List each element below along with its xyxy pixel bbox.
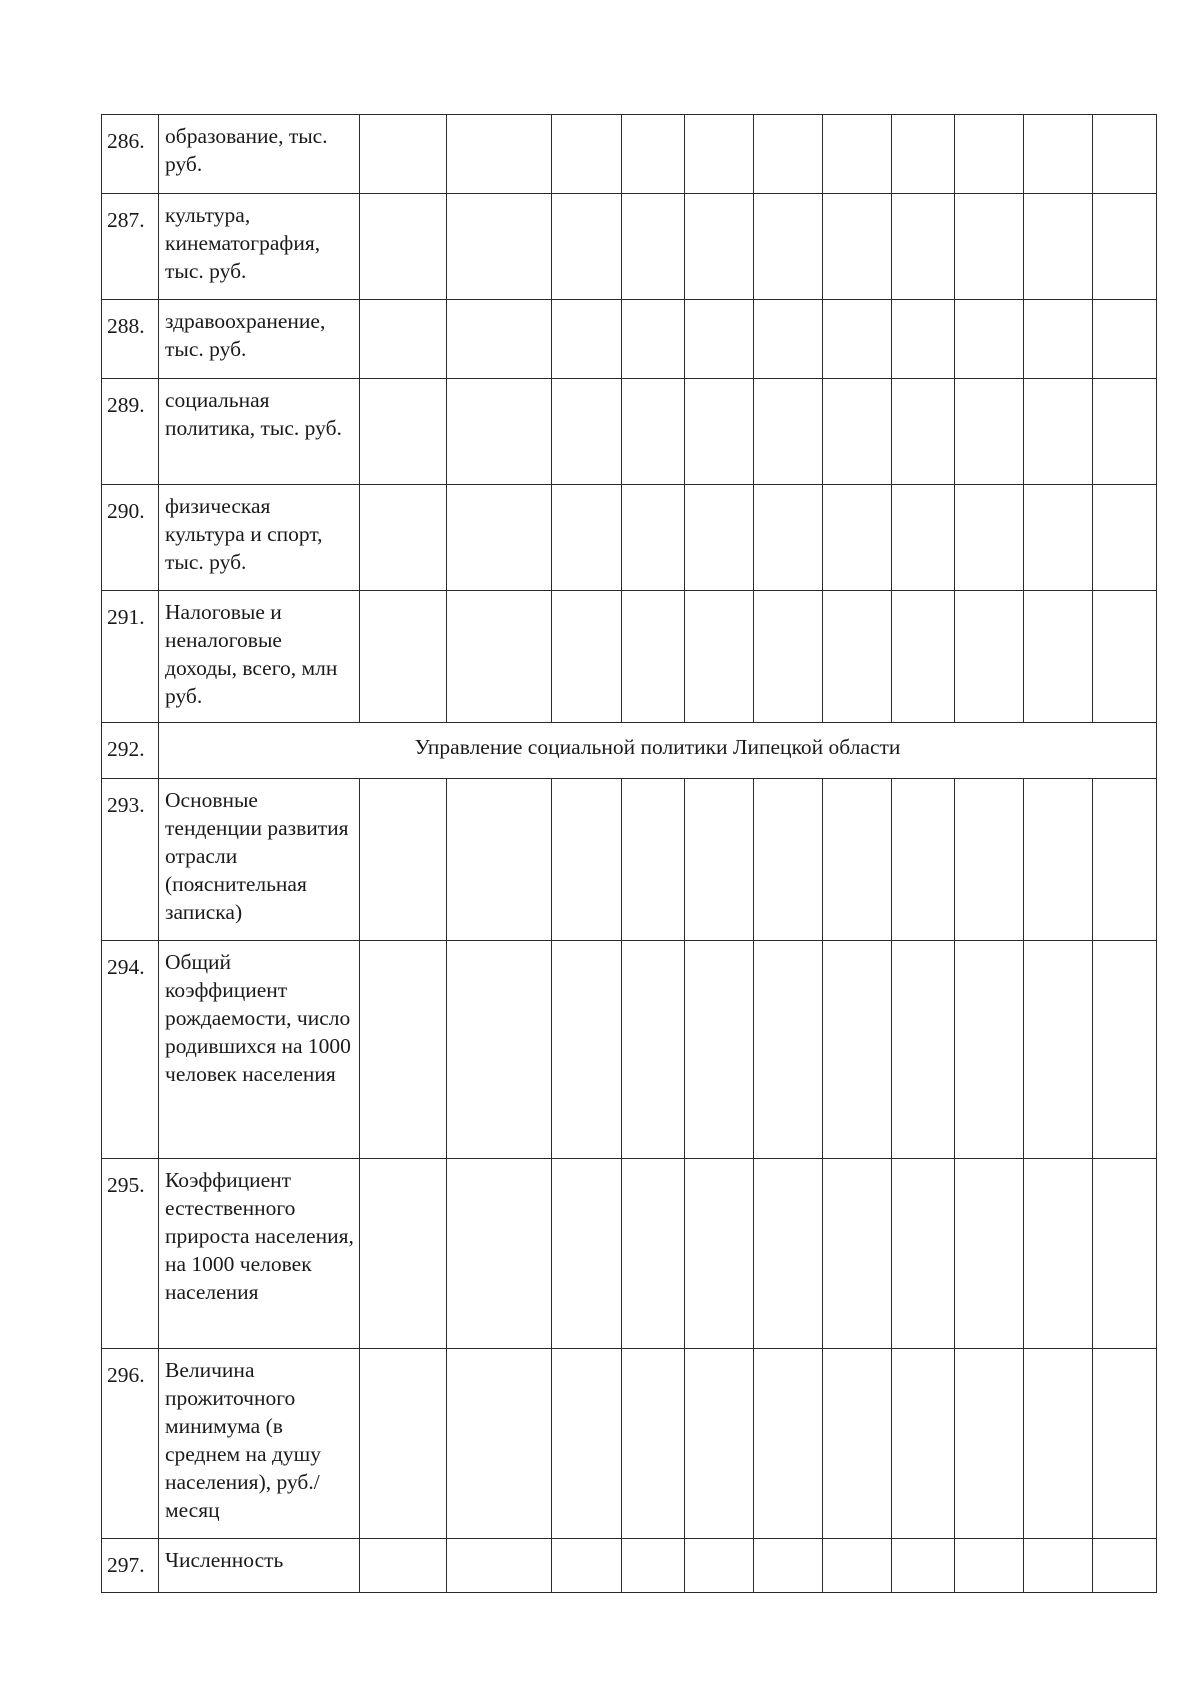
empty-cell (447, 379, 552, 485)
row-number: 295. (102, 1159, 159, 1349)
empty-cell (1093, 379, 1157, 485)
empty-cell (622, 115, 685, 194)
empty-cell (823, 1159, 892, 1349)
empty-cell (360, 779, 447, 941)
row-label (159, 779, 360, 941)
empty-cell (622, 379, 685, 485)
empty-cell (955, 1159, 1024, 1349)
empty-cell (622, 1159, 685, 1349)
empty-cell (892, 485, 955, 591)
empty-cell (552, 779, 622, 941)
empty-cell (1024, 1539, 1093, 1593)
empty-cell (1093, 591, 1157, 723)
empty-cell (823, 1349, 892, 1539)
empty-cell (552, 300, 622, 379)
empty-cell (685, 194, 754, 300)
empty-cell (892, 194, 955, 300)
empty-cell (360, 1349, 447, 1539)
empty-cell (754, 941, 823, 1159)
empty-cell (622, 300, 685, 379)
row-number: 297. (102, 1539, 159, 1593)
empty-cell (1093, 779, 1157, 941)
empty-cell (892, 779, 955, 941)
empty-cell (892, 300, 955, 379)
row-number: 286. (102, 115, 159, 194)
empty-cell (955, 1539, 1024, 1593)
empty-cell (447, 194, 552, 300)
row-label-text: социальная политика, тыс. руб. (165, 388, 342, 440)
row-label (159, 941, 360, 1159)
empty-cell (823, 591, 892, 723)
row-label-text: Численность (165, 1548, 284, 1572)
empty-cell (892, 1159, 955, 1349)
row-number: 292. (102, 723, 159, 779)
row-label-text: здравоохранение, тыс. руб. (165, 309, 326, 361)
empty-cell (1024, 941, 1093, 1159)
table-row (102, 1539, 1157, 1593)
empty-cell (1024, 1349, 1093, 1539)
empty-cell (622, 941, 685, 1159)
empty-cell (685, 300, 754, 379)
empty-cell (552, 1539, 622, 1593)
empty-cell (1093, 1539, 1157, 1593)
table-row (102, 1349, 1157, 1539)
row-number: 288. (102, 300, 159, 379)
row-label (159, 1159, 360, 1349)
empty-cell (685, 591, 754, 723)
empty-cell (447, 485, 552, 591)
empty-cell (552, 1349, 622, 1539)
empty-cell (1093, 300, 1157, 379)
empty-cell (552, 941, 622, 1159)
row-number: 287. (102, 194, 159, 300)
table-row (102, 591, 1157, 723)
row-label (159, 591, 360, 723)
row-label-text: образование, тыс. руб. (165, 124, 328, 176)
empty-cell (360, 485, 447, 591)
row-label (159, 1539, 360, 1593)
empty-cell (1024, 485, 1093, 591)
row-label-text: Основные тенденции развития отрасли (пояснительная записка) (165, 788, 349, 924)
empty-cell (1024, 591, 1093, 723)
empty-cell (685, 485, 754, 591)
empty-cell (1093, 485, 1157, 591)
table-row (102, 194, 1157, 300)
empty-cell (955, 300, 1024, 379)
empty-cell (622, 591, 685, 723)
empty-cell (360, 1539, 447, 1593)
empty-cell (1024, 779, 1093, 941)
row-number: 296. (102, 1349, 159, 1539)
empty-cell (552, 194, 622, 300)
empty-cell (955, 941, 1024, 1159)
row-label-text: культура, кинематография, тыс. руб. (165, 203, 321, 283)
empty-cell (892, 1539, 955, 1593)
row-number: 291. (102, 591, 159, 723)
empty-cell (823, 115, 892, 194)
empty-cell (1024, 1159, 1093, 1349)
empty-cell (754, 194, 823, 300)
empty-cell (685, 1159, 754, 1349)
empty-cell (955, 485, 1024, 591)
empty-cell (685, 779, 754, 941)
empty-cell (1093, 115, 1157, 194)
empty-cell (685, 379, 754, 485)
empty-cell (552, 379, 622, 485)
empty-cell (754, 591, 823, 723)
row-label (159, 1349, 360, 1539)
row-number: 289. (102, 379, 159, 485)
empty-cell (622, 1539, 685, 1593)
row-number: 294. (102, 941, 159, 1159)
empty-cell (955, 115, 1024, 194)
row-label (159, 115, 360, 194)
empty-cell (823, 941, 892, 1159)
empty-cell (823, 1539, 892, 1593)
row-label-text: Величина прожиточного минимума (в среднем на душу населения), руб./месяц (165, 1358, 321, 1522)
empty-cell (447, 300, 552, 379)
table-row (102, 300, 1157, 379)
empty-cell (892, 591, 955, 723)
empty-cell (754, 300, 823, 379)
empty-cell (685, 1349, 754, 1539)
empty-cell (754, 115, 823, 194)
empty-cell (955, 591, 1024, 723)
empty-cell (360, 941, 447, 1159)
empty-cell (955, 379, 1024, 485)
empty-cell (955, 194, 1024, 300)
empty-cell (622, 194, 685, 300)
row-label-text: физическая культура и спорт, тыс. руб. (165, 494, 323, 574)
row-label (159, 485, 360, 591)
empty-cell (892, 115, 955, 194)
row-label-text: Коэффициент естественного прироста населения, на 1000 человек населения (165, 1168, 354, 1304)
empty-cell (892, 1349, 955, 1539)
empty-cell (1093, 1159, 1157, 1349)
empty-cell (754, 379, 823, 485)
empty-cell (685, 1539, 754, 1593)
empty-cell (447, 941, 552, 1159)
empty-cell (754, 779, 823, 941)
empty-cell (892, 941, 955, 1159)
row-number: 290. (102, 485, 159, 591)
empty-cell (754, 1539, 823, 1593)
empty-cell (360, 1159, 447, 1349)
section-row (102, 723, 1157, 779)
empty-cell (552, 115, 622, 194)
empty-cell (823, 779, 892, 941)
empty-cell (1024, 300, 1093, 379)
empty-cell (360, 115, 447, 194)
empty-cell (1024, 379, 1093, 485)
row-label (159, 300, 360, 379)
table-row (102, 379, 1157, 485)
row-number: 293. (102, 779, 159, 941)
empty-cell (685, 115, 754, 194)
table-row (102, 115, 1157, 194)
table-row (102, 941, 1157, 1159)
empty-cell (754, 1159, 823, 1349)
row-label (159, 194, 360, 300)
empty-cell (823, 485, 892, 591)
empty-cell (360, 379, 447, 485)
empty-cell (823, 300, 892, 379)
empty-cell (447, 591, 552, 723)
empty-cell (823, 379, 892, 485)
empty-cell (360, 300, 447, 379)
empty-cell (447, 1349, 552, 1539)
empty-cell (685, 941, 754, 1159)
row-label-text: Налоговые и неналоговые доходы, всего, млн руб. (165, 600, 338, 708)
empty-cell (447, 1539, 552, 1593)
empty-cell (360, 194, 447, 300)
table-row (102, 485, 1157, 591)
table-row (102, 1159, 1157, 1349)
empty-cell (360, 591, 447, 723)
row-label (159, 379, 360, 485)
empty-cell (1024, 115, 1093, 194)
empty-cell (622, 779, 685, 941)
empty-cell (955, 779, 1024, 941)
empty-cell (447, 115, 552, 194)
empty-cell (955, 1349, 1024, 1539)
empty-cell (447, 779, 552, 941)
empty-cell (552, 591, 622, 723)
empty-cell (754, 485, 823, 591)
empty-cell (552, 485, 622, 591)
empty-cell (1093, 1349, 1157, 1539)
empty-cell (1024, 194, 1093, 300)
empty-cell (447, 1159, 552, 1349)
empty-cell (823, 194, 892, 300)
empty-cell (622, 1349, 685, 1539)
empty-cell (1093, 941, 1157, 1159)
section-title: Управление социальной политики Липецкой области (159, 723, 1157, 779)
row-label-text: Общий коэффициент рождаемости, число родившихся на 1000 человек населения (165, 950, 351, 1086)
empty-cell (622, 485, 685, 591)
empty-cell (1093, 194, 1157, 300)
table-row (102, 779, 1157, 941)
empty-cell (754, 1349, 823, 1539)
indicators-table (101, 114, 1157, 1593)
empty-cell (552, 1159, 622, 1349)
empty-cell (892, 379, 955, 485)
